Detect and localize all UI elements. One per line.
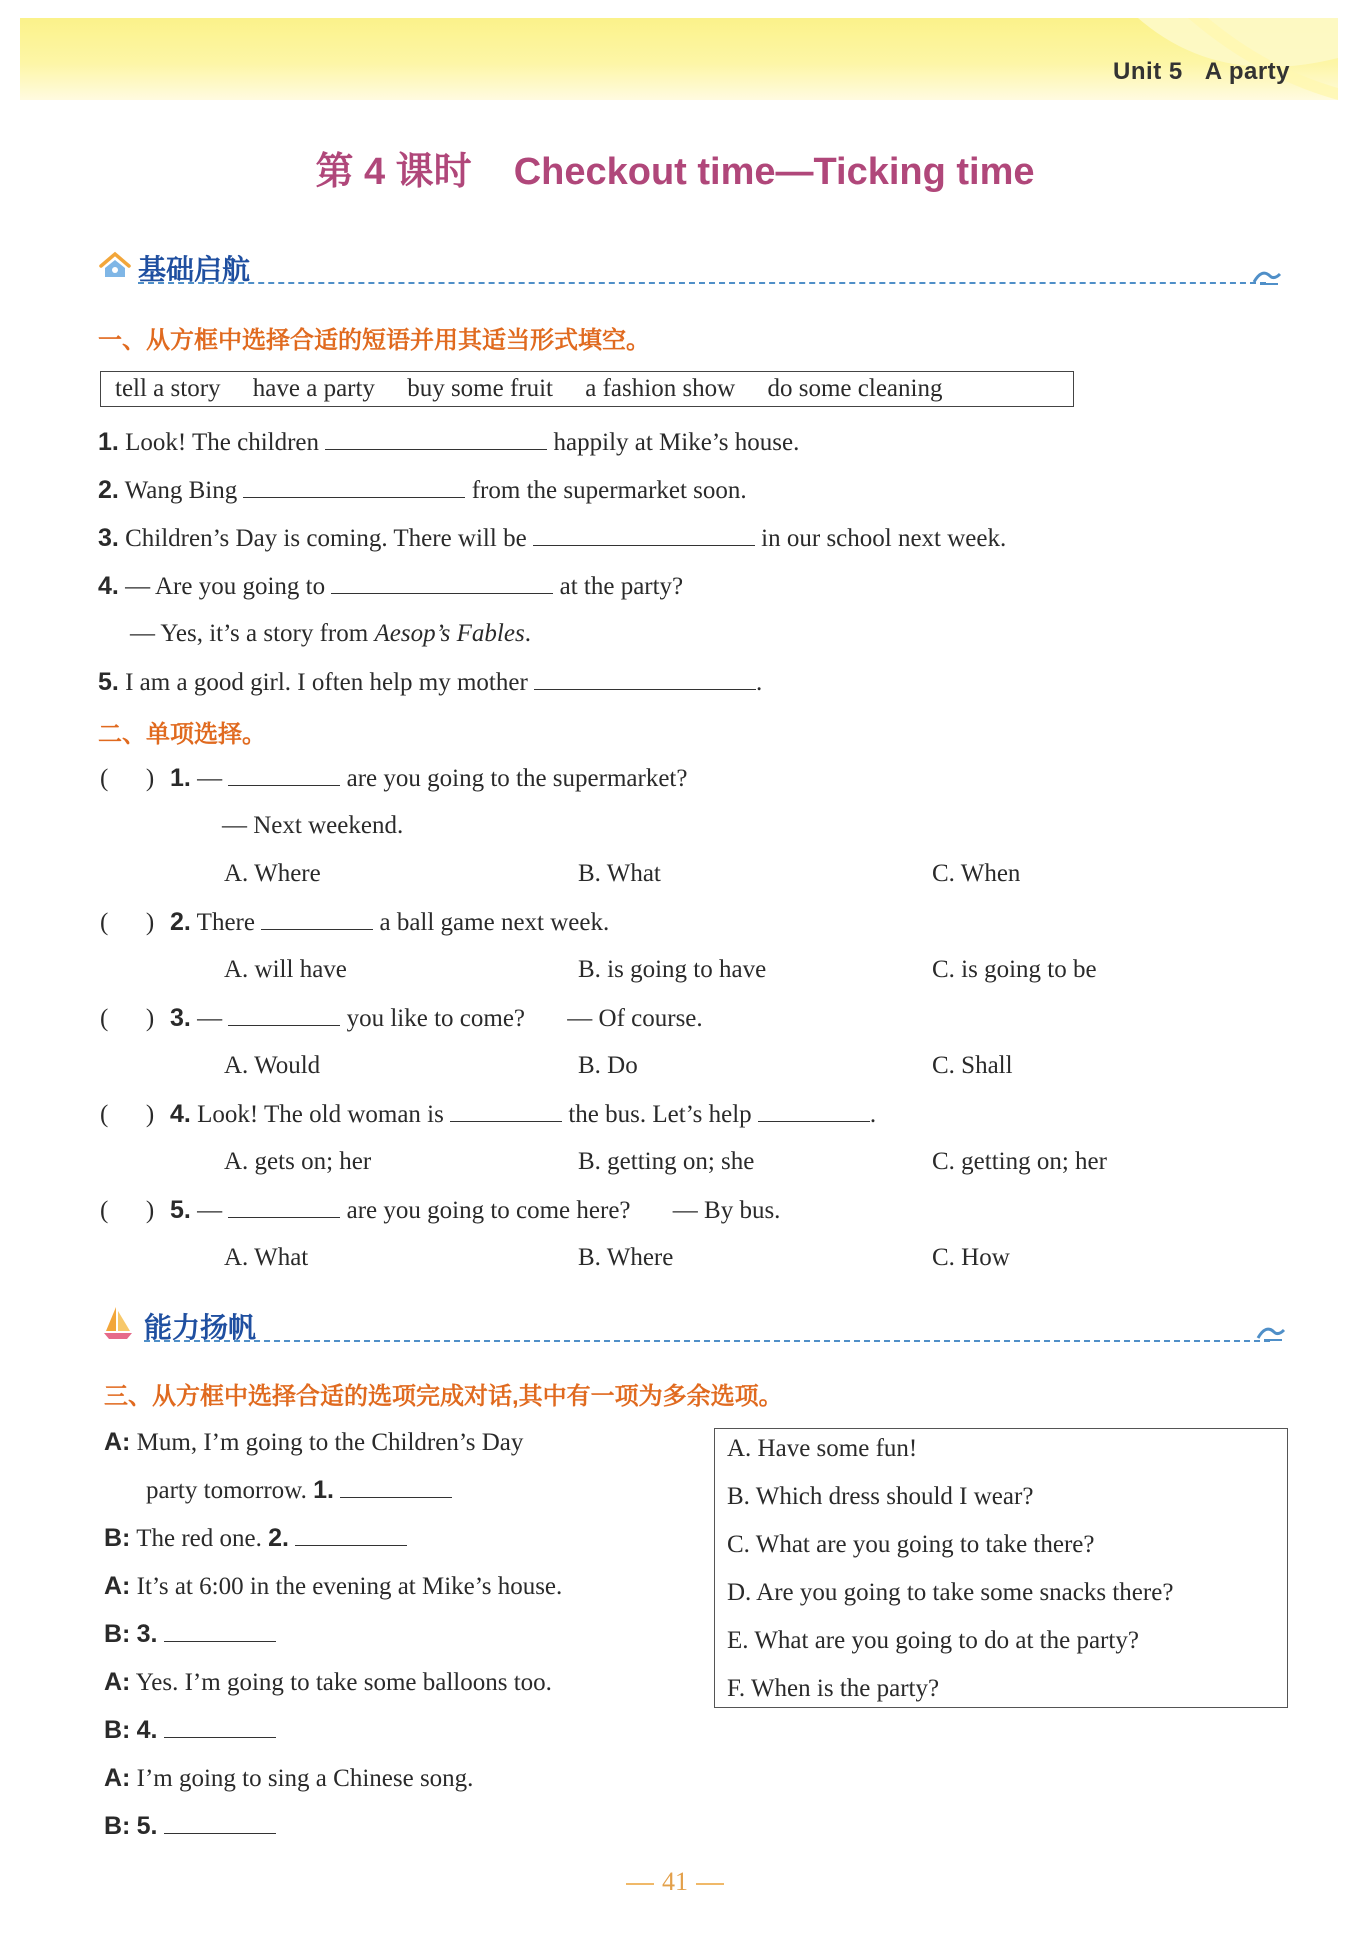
lesson-name: Checkout time—Ticking time [513,151,1035,193]
mc-question-1: ( ) 1. — are you going to the supermarket? [100,764,688,792]
unit-label [1113,58,1290,86]
mc-question-2: ( ) 2. There a ball game next week. [100,908,610,936]
wave-icon [1252,266,1282,286]
answer-blank[interactable] [261,909,373,930]
phrase-item: have a party [252,375,375,402]
house-icon [98,250,132,280]
dialogue-line: B: 4. [104,1716,276,1745]
answer-blank[interactable] [295,1525,407,1546]
phrase-item: do some cleaning [767,375,943,402]
part1-instruction: 一、从方框中选择合适的短语并用其适当形式填空。 [98,327,650,354]
answer-parentheses[interactable]: ( ) [100,909,155,936]
answer-blank[interactable] [228,765,340,786]
mc-option[interactable]: A. gets on; her [224,1148,372,1175]
fill-item-4: 4. — Are you going to at the party? [98,572,684,600]
section-ability-title: 能力扬帆 [144,1312,257,1343]
option-box [714,1428,1288,1708]
fill-item-1: 1. Look! The children happily at Mike’s house. [98,428,800,456]
dialogue-line: A: It’s at 6:00 in the evening at Mike’s house. [104,1572,563,1600]
answer-parentheses[interactable]: ( ) [100,1101,155,1128]
dialogue-line: B: The red one. 2. [104,1524,407,1553]
mc-option[interactable]: A. Where [224,860,321,887]
unit-topic: A party [1204,58,1290,85]
mc-question-4: ( ) 4. Look! The old woman is the bus. Let’s help . [100,1100,877,1128]
phrase-item: tell a story [115,375,221,402]
mc-question-1-reply: — Next weekend. [222,812,404,839]
answer-blank[interactable] [228,1197,340,1218]
mc-option[interactable]: A. What [224,1244,309,1271]
dialogue-line: A: I’m going to sing a Chinese song. [104,1764,474,1792]
fill-item-3: 3. Children’s Day is coming. There will be in our school next week. [98,524,1007,552]
mc-option[interactable]: B. getting on; she [578,1148,755,1175]
mc-question-5: ( ) 5. — are you going to come here? — By bus. [100,1196,781,1224]
answer-parentheses[interactable]: ( ) [100,1005,155,1032]
phrase-item: buy some fruit [407,375,554,402]
answer-blank[interactable] [758,1101,870,1122]
answer-blank[interactable] [534,669,756,690]
dialogue-line: A: Yes. I’m going to take some balloons too. [104,1668,552,1696]
lesson-title [0,140,1350,195]
part2-instruction: 二、单项选择。 [98,721,266,748]
option-item: A. Have some fun! [727,1435,918,1462]
unit-number: Unit 5 [1113,58,1183,85]
answer-blank[interactable] [325,429,547,450]
fill-item-4-answer: — Yes, it’s a story from Aesop’s Fables. [130,620,531,647]
answer-parentheses[interactable]: ( ) [100,1197,155,1224]
section-divider [144,1340,1270,1342]
mc-option[interactable]: B. What [578,860,661,887]
phrase-item: a fashion show [585,375,736,402]
answer-blank[interactable] [533,525,755,546]
part3-instruction: 三、从方框中选择合适的选项完成对话,其中有一项为多余选项。 [104,1383,783,1410]
option-item: F. When is the party? [727,1675,940,1702]
mc-question-3: ( ) 3. — you like to come? — Of course. [100,1004,703,1032]
section-basic-title: 基础启航 [138,254,251,285]
fill-item-5: 5. I am a good girl. I often help my mother . [98,668,763,696]
dialogue-line: A: Mum, I’m going to the Children’s Day [104,1428,524,1456]
option-item: B. Which dress should I wear? [727,1483,1034,1510]
option-item: D. Are you going to take some snacks there? [727,1579,1174,1606]
section-divider [138,282,1266,284]
phrase-box [100,371,1074,407]
dialogue-line: B: 5. [104,1812,276,1841]
answer-blank[interactable] [164,1621,276,1642]
answer-blank[interactable] [243,477,465,498]
answer-blank[interactable] [164,1717,276,1738]
option-item: C. What are you going to take there? [727,1531,1095,1558]
mc-option[interactable]: C. When [932,860,1021,887]
dialogue-line: party tomorrow. 1. [146,1476,452,1505]
mc-option[interactable]: A. Would [224,1052,321,1079]
lesson-number: 第 4 课时 [315,151,472,193]
mc-option[interactable]: C. is going to be [932,956,1097,983]
answer-blank[interactable] [331,573,553,594]
answer-blank[interactable] [164,1813,276,1834]
mc-option[interactable]: B. Do [578,1052,638,1079]
sailboat-icon [102,1305,134,1341]
wave-icon [1256,1322,1286,1342]
answer-blank[interactable] [228,1005,340,1026]
mc-option[interactable]: C. How [932,1244,1010,1271]
dialogue-line: B: 3. [104,1620,276,1649]
option-item: E. What are you going to do at the party? [727,1627,1139,1654]
answer-blank[interactable] [340,1477,452,1498]
mc-option[interactable]: C. getting on; her [932,1148,1107,1175]
mc-option[interactable]: C. Shall [932,1052,1013,1079]
answer-blank[interactable] [450,1101,562,1122]
page-number: 41 [0,1867,1350,1897]
mc-option[interactable]: B. Where [578,1244,674,1271]
mc-option[interactable]: A. will have [224,956,347,983]
mc-option[interactable]: B. is going to have [578,956,767,983]
fill-item-2: 2. Wang Bing from the supermarket soon. [98,476,747,504]
answer-parentheses[interactable]: ( ) [100,765,155,792]
